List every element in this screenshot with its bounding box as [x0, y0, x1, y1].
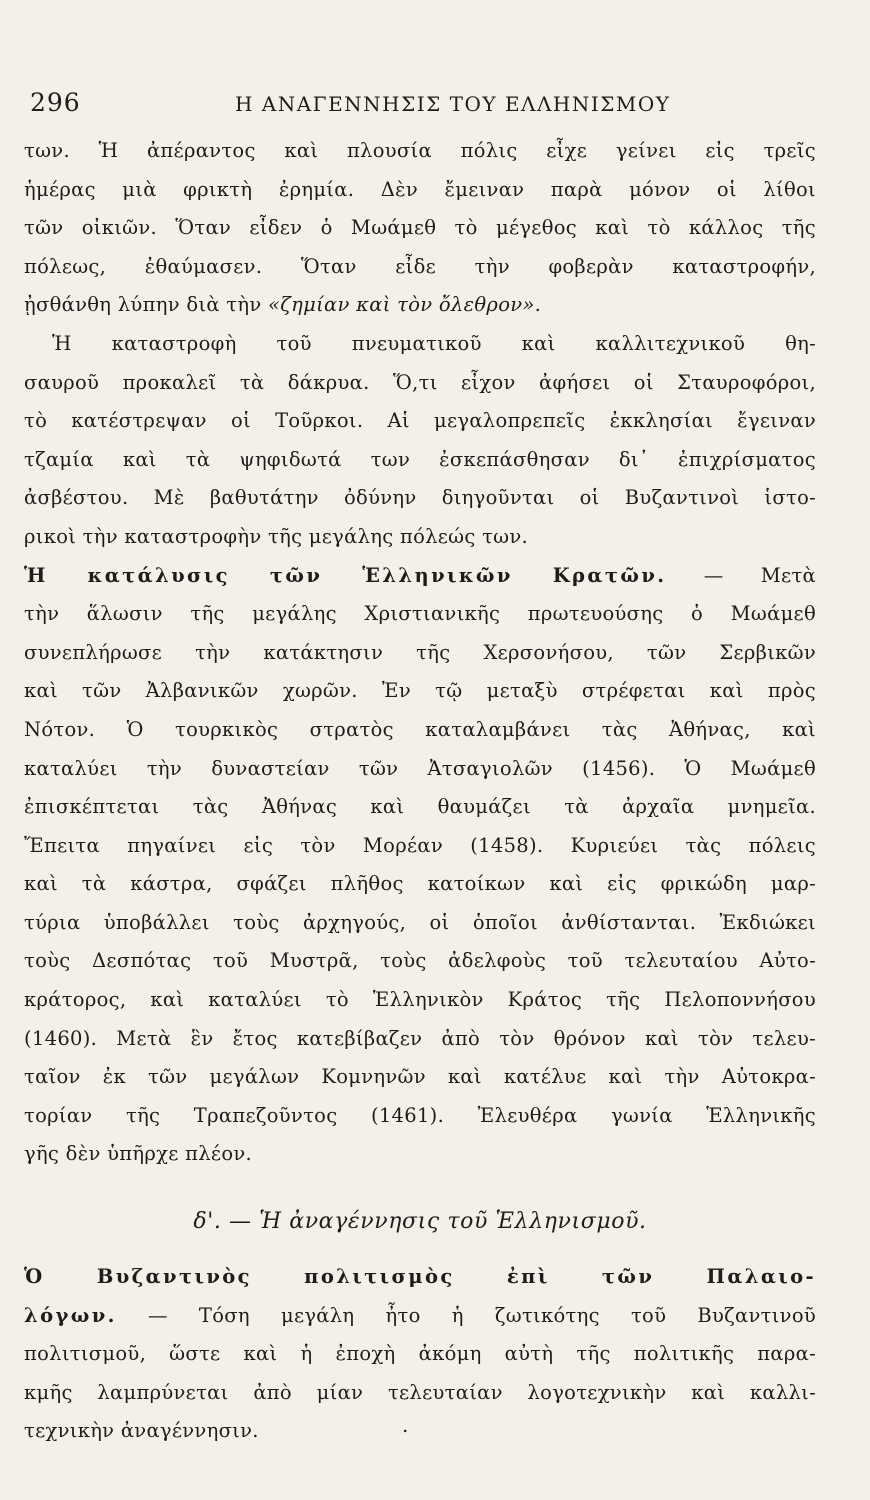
text-line: [24, 1297, 816, 1336]
text-line: ἐπισκέπτεται τὰς Ἀθήνας καὶ θαυμάζει τὰ ἀρχαῖα μνημεῖα.: [24, 795, 816, 819]
text-line: κμῆς λαμπρύνεται ἀπὸ μίαν τελευταίαν λογοτεχνικὴν καὶ καλλι-: [24, 1380, 816, 1404]
text-line: τορίαν τῆς Τραπεζοῦντος (1461). Ἐλευθέρα γωνία Ἑλληνικῆς: [24, 1103, 816, 1127]
text-line: (1460). Μετὰ ἓν ἔτος κατεβίβαζεν ἀπὸ τὸν θρόνον καὶ τὸν τελευ-: [24, 1026, 816, 1050]
text-line: ταῖον ἐκ τῶν μεγάλων Κομνηνῶν καὶ κατέλυε καὶ τὴν Αὐτοκρα-: [24, 1065, 816, 1089]
text-line: τζαμία καὶ τὰ ψηφιδωτά των ἐσκεπάσθησαν δι᾽ ἐπιχρίσματος: [24, 447, 816, 471]
text-line: ἡμέρας μιὰ φρικτὴ ἐρημία. Δὲν ἔμειναν παρὰ μόνον οἱ λίθοι: [24, 177, 816, 201]
text-line-start: ᾐσθάνθη λύπην διὰ τὴν: [24, 293, 262, 317]
text-line: καὶ τῶν Ἀλβανικῶν χωρῶν. Ἐν τῷ μεταξὺ στρέφεται καὶ πρὸς: [24, 679, 816, 703]
text-line: καὶ τὰ κάστρα, σφάζει πλῆθος κατοίκων καὶ εἰς φρικώδη μαρ-: [24, 872, 816, 896]
text-line: των. Ἡ ἀπέραντος καὶ πλουσία πόλις εἶχε γείνει εἰς τρεῖς: [24, 139, 816, 162]
subheading-continuation: λόγων.: [24, 1303, 117, 1327]
text-line: γῆς δὲν ὑπῆρχε πλέον.: [24, 1142, 253, 1166]
text-line: Ἔπειτα πηγαίνει εἰς τὸν Μορέαν (1458). Κυριεύει τὰς πόλεις: [24, 833, 816, 857]
text-line: Νότον. Ὁ τουρκικὸς στρατὸς καταλαμβάνει τὰς Ἀθήνας, καὶ: [24, 717, 816, 741]
text-line: πολιτισμοῦ, ὥστε καὶ ἡ ἐποχὴ ἀκόμη αὐτὴ τῆς πολιτικῆς παρα-: [24, 1342, 816, 1366]
text-line: τὴν ἅλωσιν τῆς μεγάλης Χριστιανικῆς πρωτευούσης ὁ Μωάμεθ: [24, 602, 816, 626]
subheading-byzantine-civilization: Ὁ Βυζαντινὸς πολιτισμὸς ἐπὶ τῶν Παλαιο-: [24, 1265, 816, 1289]
text-line: συνεπλήρωσε τὴν κατάκτησιν τῆς Χερσονήσου, τῶν Σερβικῶν: [24, 640, 816, 664]
page-number: 296: [30, 88, 81, 117]
text-line: ἀσβέστου. Μὲ βαθυτάτην ὀδύνην διηγοῦνται οἱ Βυζαντινοὶ ἱστο-: [24, 486, 816, 510]
text-line: τὸ κατέστρεψαν οἱ Τοῦρκοι. Αἱ μεγαλοπρεπεῖς ἐκκλησίαι ἔγειναν: [24, 409, 816, 433]
text-line: τῶν οἰκιῶν. Ὅταν εἶδεν ὁ Μωάμεθ τὸ μέγεθος καὶ τὸ κάλλος τῆς: [24, 216, 816, 240]
text-line-end: — Μετὰ: [703, 563, 817, 587]
text-line: τοὺς Δεσπότας τοῦ Μυστρᾶ, τοὺς ἀδελφοὺς τοῦ τελευταίου Αὐτο-: [24, 949, 816, 973]
text-line: καταλύει τὴν δυναστείαν τῶν Ἀτσαγιολῶν (1456). Ὁ Μωάμεθ: [24, 756, 816, 780]
text-line: πόλεως, ἐθαύμασεν. Ὅταν εἶδε τὴν φοβερὰν καταστροφήν,: [24, 254, 816, 278]
stray-mark: .: [402, 1413, 409, 1437]
subheading-fall-of-states: Ἡ κατάλυσις τῶν Ἑλληνικῶν Κρατῶν.: [24, 563, 667, 587]
text-line: ρικοὶ τὴν καταστροφὴν τῆς μεγάλης πόλεώς των.: [24, 524, 529, 548]
quotation: «ζημίαν καὶ τὸν ὄλεθρον».: [268, 293, 542, 317]
section-heading: δ'. — Ἡ ἀναγέννησις τοῦ Ἑλληνισμοῦ.: [193, 1209, 647, 1235]
body-text: [24, 132, 816, 1451]
running-title: Η ΑΝΑΓΕΝΝΗΣΙΣ ΤΟΥ ΕΛΛΗΝΙΣΜΟΥ: [235, 92, 671, 116]
text-line: τεχνικὴν ἀναγέννησιν.: [24, 1419, 259, 1443]
text-line: τύρια ὑποβάλλει τοὺς ἀρχηγούς, οἱ ὁποῖοι ἀνθίστανται. Ἐκδιώκει: [24, 910, 816, 934]
text-line: [24, 557, 816, 596]
page-header: [30, 88, 820, 122]
text-line: [24, 286, 816, 325]
text-line: σαυροῦ προκαλεῖ τὰ δάκρυα. Ὅ,τι εἶχον ἀφήσει οἱ Σταυροφόροι,: [24, 370, 816, 394]
text-line: Ἡ καταστροφὴ τοῦ πνευματικοῦ καὶ καλλιτεχνικοῦ θη-: [52, 331, 816, 355]
text-line: κράτορος, καὶ καταλύει τὸ Ἑλληνικὸν Κράτος τῆς Πελοποννήσου: [24, 988, 816, 1012]
text-line-end: — Τόση μεγάλη ἦτο ἡ ζωτικότης τοῦ Βυζαντινοῦ: [147, 1303, 817, 1327]
text-line: [24, 1258, 816, 1297]
